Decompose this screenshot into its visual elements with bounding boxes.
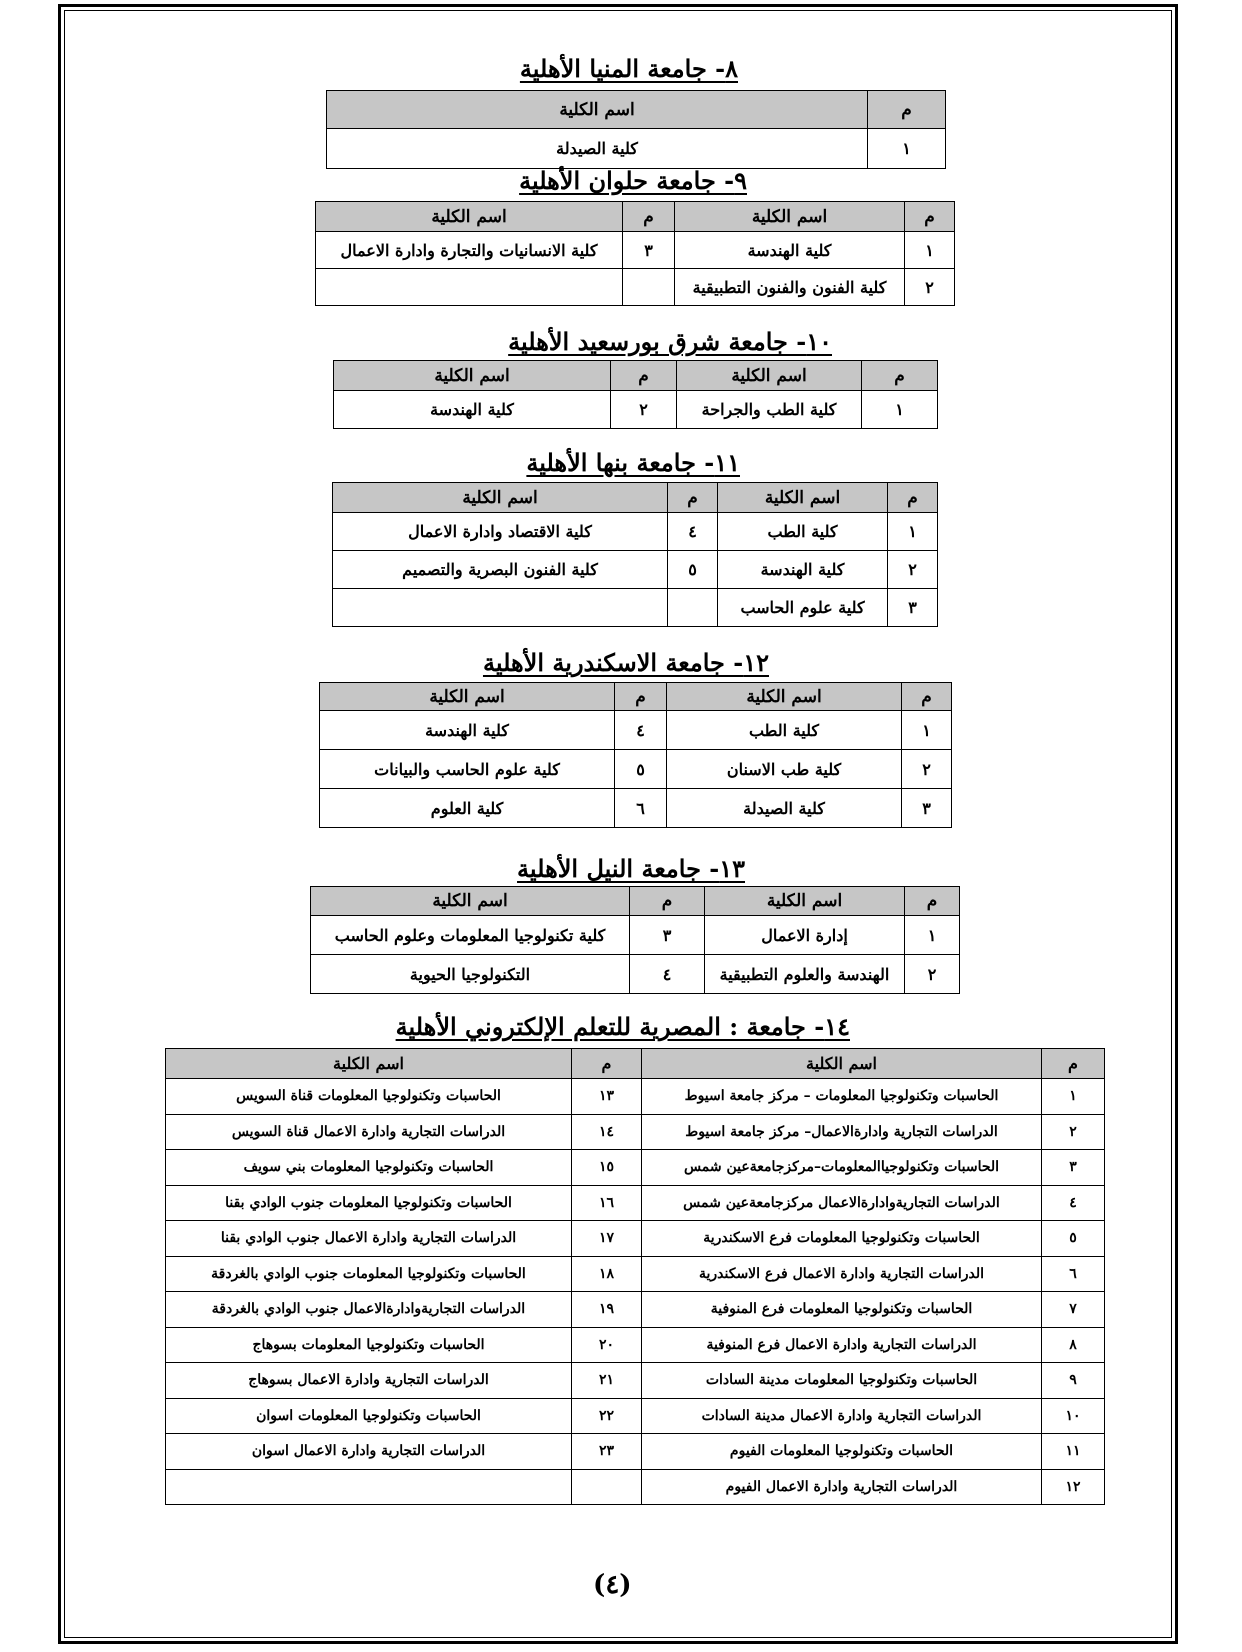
college-name: الحاسبات وتكنولوجيا المعلومات فرع المنوفية <box>642 1292 1042 1328</box>
section-12-table <box>319 682 952 828</box>
row-number: ٢ <box>905 955 960 994</box>
table-row <box>334 391 938 429</box>
table-header-row <box>320 683 952 711</box>
row-number: ٣ <box>630 916 705 955</box>
table-header-row <box>311 887 960 916</box>
row-number: ٧ <box>1042 1292 1105 1328</box>
table-row <box>166 1185 1105 1221</box>
section-13-title: ١٣- جامعة النيل الأهلية <box>517 854 745 883</box>
college-name: الدراسات التجاريةوادارةالاعمال جنوب الوادي بالغردقة <box>166 1292 572 1328</box>
college-name: كلية الانسانيات والتجارة وادارة الاعمال <box>316 232 623 269</box>
college-name: الحاسبات وتكنولوجيا المعلومات قناة السويس <box>166 1079 572 1115</box>
row-number: ٤ <box>668 513 718 551</box>
college-name: كلية الطب <box>718 513 888 551</box>
header-college-name: اسم الكلية <box>334 361 611 391</box>
row-number: ١٠ <box>1042 1398 1105 1434</box>
college-name: كلية الهندسة <box>320 711 615 750</box>
row-number: ٩ <box>1042 1363 1105 1399</box>
college-name: كلية علوم الحاسب <box>718 589 888 627</box>
table-row <box>311 916 960 955</box>
row-number: ١٨ <box>572 1256 642 1292</box>
section-12-title: ١٢- جامعة الاسكندرية الأهلية <box>482 648 769 677</box>
table-row <box>316 232 955 269</box>
header-m: م <box>902 683 952 711</box>
college-name <box>166 1469 572 1505</box>
header-m: م <box>615 683 667 711</box>
college-name: كلية الهندسة <box>334 391 611 429</box>
table-header-row <box>327 91 946 129</box>
table-row <box>166 1292 1105 1328</box>
row-number: ١ <box>902 711 952 750</box>
college-name: كلية تكنولوجيا المعلومات وعلوم الحاسب <box>311 916 630 955</box>
section-9-table <box>315 201 955 306</box>
row-number: ٥ <box>615 750 667 789</box>
college-name: الحاسبات وتكنولوجياالمعلومات–مركزجامعةعين شمس <box>642 1150 1042 1186</box>
row-number: ١ <box>862 391 938 429</box>
table-row <box>166 1079 1105 1115</box>
section-8-table <box>326 90 946 169</box>
header-college-name: اسم الكلية <box>311 887 630 916</box>
table-row <box>333 513 938 551</box>
row-number: ٥ <box>1042 1221 1105 1257</box>
college-name: الدراسات التجارية وادارة الاعمال جنوب الوادي بقنا <box>166 1221 572 1257</box>
header-m: م <box>668 483 718 513</box>
table-row <box>166 1434 1105 1470</box>
section-11-title: ١١- جامعة بنها الأهلية <box>526 448 740 477</box>
row-number: ١٧ <box>572 1221 642 1257</box>
college-name: كلية الهندسة <box>718 551 888 589</box>
college-name: الدراسات التجارية وادارة الاعمال فرع الاسكندرية <box>642 1256 1042 1292</box>
college-name: التكنولوجيا الحيوية <box>311 955 630 994</box>
table-row <box>333 589 938 627</box>
college-name: كلية الطب والجراحة <box>677 391 862 429</box>
table-row <box>166 1469 1105 1505</box>
table-row <box>166 1221 1105 1257</box>
row-number: ٤ <box>1042 1185 1105 1221</box>
college-name: الحاسبات وتكنولوجيا المعلومات جنوب الوادي بالغردقة <box>166 1256 572 1292</box>
header-m: م <box>611 361 677 391</box>
header-college-name: اسم الكلية <box>327 91 868 129</box>
college-name: كلية الطب <box>667 711 902 750</box>
row-number: ٨ <box>1042 1327 1105 1363</box>
college-name: الهندسة والعلوم التطبيقية <box>705 955 905 994</box>
section-13-table <box>310 886 960 994</box>
college-name: الحاسبات وتكنولوجيا المعلومات – مركز جامعة اسيوط <box>642 1079 1042 1115</box>
header-college-name: اسم الكلية <box>718 483 888 513</box>
header-college-name: اسم الكلية <box>333 483 668 513</box>
header-m: م <box>905 202 955 232</box>
table-row <box>327 129 946 169</box>
row-number: ٢ <box>905 269 955 306</box>
row-number: ١ <box>905 232 955 269</box>
college-name: الدراسات التجاريةوادارةالاعمال مركزجامعةعين شمس <box>642 1185 1042 1221</box>
college-name: كلية الصيدلة <box>327 129 868 169</box>
row-number: ٦ <box>615 789 667 828</box>
college-name <box>333 589 668 627</box>
college-name: كلية العلوم <box>320 789 615 828</box>
row-number: ٣ <box>902 789 952 828</box>
section-14-table <box>165 1048 1105 1505</box>
row-number: ١٥ <box>572 1150 642 1186</box>
row-number: ٢١ <box>572 1363 642 1399</box>
table-header-row <box>333 483 938 513</box>
table-row <box>166 1327 1105 1363</box>
college-name: الحاسبات وتكنولوجيا المعلومات مدينة السادات <box>642 1363 1042 1399</box>
row-number: ١ <box>888 513 938 551</box>
college-name: كلية الفنون البصرية والتصميم <box>333 551 668 589</box>
row-number: ١ <box>905 916 960 955</box>
college-name: كلية الصيدلة <box>667 789 902 828</box>
table-row <box>320 711 952 750</box>
header-m: م <box>862 361 938 391</box>
college-name: الدراسات التجارية وادارة الاعمال قناة السويس <box>166 1114 572 1150</box>
row-number: ١ <box>1042 1079 1105 1115</box>
row-number: ٢٠ <box>572 1327 642 1363</box>
college-name: الحاسبات وتكنولوجيا المعلومات بسوهاج <box>166 1327 572 1363</box>
college-name: كلية طب الاسنان <box>667 750 902 789</box>
row-number <box>668 589 718 627</box>
table-header-row <box>316 202 955 232</box>
table-row <box>316 269 955 306</box>
table-row <box>311 955 960 994</box>
section-10-title: ١٠- جامعة شرق بورسعيد الأهلية <box>508 327 832 356</box>
header-college-name: اسم الكلية <box>316 202 623 232</box>
college-name: إدارة الاعمال <box>705 916 905 955</box>
college-name: الدراسات التجارية وادارة الاعمال اسوان <box>166 1434 572 1470</box>
row-number <box>623 269 675 306</box>
section-11-table <box>332 482 938 627</box>
row-number: ٣ <box>623 232 675 269</box>
row-number: ١٣ <box>572 1079 642 1115</box>
college-name: كلية الاقتصاد وادارة الاعمال <box>333 513 668 551</box>
header-college-name: اسم الكلية <box>166 1049 572 1079</box>
table-row <box>320 750 952 789</box>
section-9-title: ٩- جامعة حلوان الأهلية <box>519 166 747 195</box>
header-m: م <box>868 91 946 129</box>
row-number: ١٢ <box>1042 1469 1105 1505</box>
college-name: الحاسبات وتكنولوجيا المعلومات الفيوم <box>642 1434 1042 1470</box>
row-number <box>572 1469 642 1505</box>
college-name: كلية الهندسة <box>675 232 905 269</box>
college-name: الدراسات التجارية وادارة الاعمال بسوهاج <box>166 1363 572 1399</box>
table-header-row <box>166 1049 1105 1079</box>
row-number: ١ <box>868 129 946 169</box>
row-number: ٢ <box>902 750 952 789</box>
header-college-name: اسم الكلية <box>675 202 905 232</box>
table-row <box>166 1398 1105 1434</box>
row-number: ١٤ <box>572 1114 642 1150</box>
header-m: م <box>572 1049 642 1079</box>
header-m: م <box>1042 1049 1105 1079</box>
college-name: كلية الفنون والفنون التطبيقية <box>675 269 905 306</box>
table-header-row <box>334 361 938 391</box>
section-10-table <box>333 360 938 429</box>
table-row <box>333 551 938 589</box>
row-number: ٥ <box>668 551 718 589</box>
college-name: الدراسات التجارية وادارةالاعمال– مركز جامعة اسيوط <box>642 1114 1042 1150</box>
header-college-name: اسم الكلية <box>705 887 905 916</box>
row-number: ٣ <box>888 589 938 627</box>
section-14-title: ١٤- جامعة : المصرية للتعلم الإلكتروني الأهلية <box>395 1012 850 1041</box>
row-number: ٦ <box>1042 1256 1105 1292</box>
header-m: م <box>623 202 675 232</box>
page-number: (٤) <box>593 1570 632 1600</box>
college-name: كلية علوم الحاسب والبيانات <box>320 750 615 789</box>
table-row <box>166 1114 1105 1150</box>
row-number: ٢ <box>1042 1114 1105 1150</box>
college-name: الدراسات التجارية وادارة الاعمال مدينة السادات <box>642 1398 1042 1434</box>
college-name: الحاسبات وتكنولوجيا المعلومات فرع الاسكندرية <box>642 1221 1042 1257</box>
header-college-name: اسم الكلية <box>667 683 902 711</box>
college-name: الحاسبات وتكنولوجيا المعلومات جنوب الوادي بقنا <box>166 1185 572 1221</box>
table-row <box>166 1256 1105 1292</box>
header-college-name: اسم الكلية <box>320 683 615 711</box>
table-row <box>166 1150 1105 1186</box>
row-number: ٢ <box>888 551 938 589</box>
college-name: الحاسبات وتكنولوجيا المعلومات بني سويف <box>166 1150 572 1186</box>
table-row <box>320 789 952 828</box>
row-number: ٢٣ <box>572 1434 642 1470</box>
header-college-name: اسم الكلية <box>677 361 862 391</box>
row-number: ٤ <box>615 711 667 750</box>
header-college-name: اسم الكلية <box>642 1049 1042 1079</box>
header-m: م <box>905 887 960 916</box>
row-number: ٢٢ <box>572 1398 642 1434</box>
row-number: ٣ <box>1042 1150 1105 1186</box>
college-name <box>316 269 623 306</box>
row-number: ٢ <box>611 391 677 429</box>
college-name: الحاسبات وتكنولوجيا المعلومات اسوان <box>166 1398 572 1434</box>
college-name: الدراسات التجارية وادارة الاعمال الفيوم <box>642 1469 1042 1505</box>
college-name: الدراسات التجارية وادارة الاعمال فرع المنوفية <box>642 1327 1042 1363</box>
row-number: ٤ <box>630 955 705 994</box>
row-number: ١٦ <box>572 1185 642 1221</box>
header-m: م <box>888 483 938 513</box>
section-8-title: ٨- جامعة المنيا الأهلية <box>519 54 738 83</box>
row-number: ١٩ <box>572 1292 642 1328</box>
header-m: م <box>630 887 705 916</box>
row-number: ١١ <box>1042 1434 1105 1470</box>
table-row <box>166 1363 1105 1399</box>
